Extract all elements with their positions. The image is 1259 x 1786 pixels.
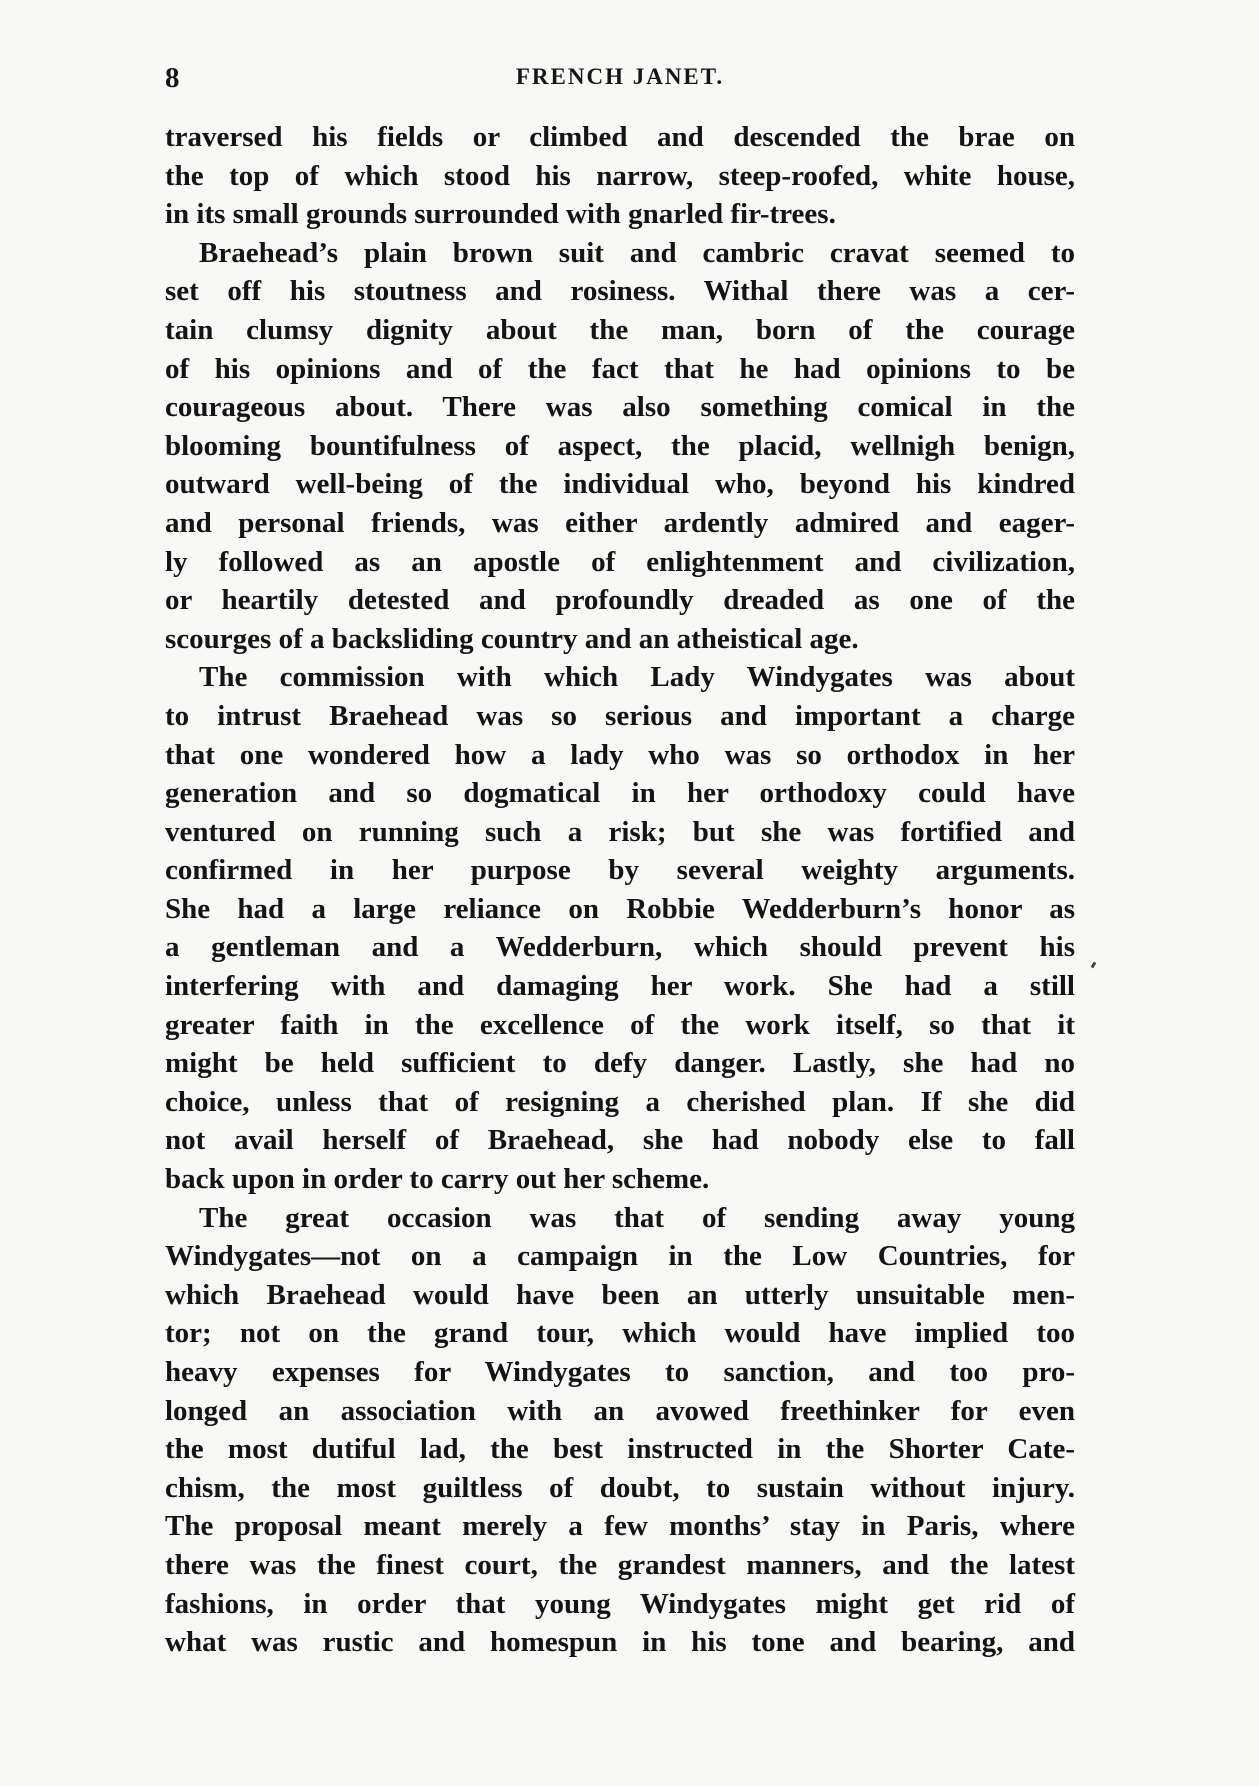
text-line: blooming bountifulness of aspect, the placid, wellnigh benign, <box>165 429 1075 462</box>
text-line: there was the finest court, the grandest manners, and the latest <box>165 1548 1075 1581</box>
text-line: chism, the most guiltless of doubt, to sustain without injury. <box>165 1471 1075 1504</box>
text-line: or heartily detested and profoundly dreaded as one of the <box>165 584 1075 617</box>
text-line: confirmed in her purpose by several weighty arguments. <box>165 854 1075 887</box>
text-line: scourges of a backsliding country and an atheistical age. <box>165 622 859 655</box>
text-line: The proposal meant merely a few months’ stay in Paris, where <box>165 1510 1075 1543</box>
text-line: tor; not on the grand tour, which would have implied too <box>165 1317 1075 1350</box>
text-line: not avail herself of Braehead, she had nobody else to fall <box>165 1124 1075 1157</box>
text-line: Windygates—not on a campaign in the Low Countries, for <box>165 1240 1075 1273</box>
text-line: and personal friends, was either ardently admired and eager- <box>165 506 1075 539</box>
text-line: longed an association with an avowed freethinker for even <box>165 1394 1075 1427</box>
text-line: the most dutiful lad, the best instructed in the Shorter Cate- <box>165 1433 1075 1466</box>
text-line: outward well-being of the individual who, beyond his kindred <box>165 468 1075 501</box>
text-line: greater faith in the excellence of the work itself, so that it <box>165 1008 1075 1041</box>
text-line: to intrust Braehead was so serious and important a charge <box>165 699 1075 732</box>
paragraph-1 <box>165 118 1075 234</box>
text-line: in its small grounds surrounded with gnarled fir-trees. <box>165 198 836 231</box>
text-line: The great occasion was that of sending away young <box>199 1201 1075 1234</box>
text-line: ly followed as an apostle of enlightenment and civilization, <box>165 545 1075 578</box>
text-line: that one wondered how a lady who was so orthodox in her <box>165 738 1075 771</box>
text-line: choice, unless that of resigning a cherished plan. If she did <box>165 1085 1075 1118</box>
paragraph-3 <box>165 658 1075 1198</box>
text-line: generation and so dogmatical in her orthodoxy could have <box>165 777 1075 810</box>
paragraph-2 <box>165 234 1075 659</box>
text-line: back upon in order to carry out her scheme. <box>165 1163 710 1196</box>
text-line: heavy expenses for Windygates to sanction, and too pro- <box>165 1356 1075 1388</box>
text-line: what was rustic and homespun in his tone and bearing, and <box>165 1626 1075 1659</box>
text-line: She had a large reliance on Robbie Wedderburn’s honor as <box>165 892 1075 925</box>
text-line: of his opinions and of the fact that he had opinions to be <box>165 352 1075 385</box>
print-speck <box>1091 962 1097 969</box>
running-head: FRENCH JANET. <box>515 64 725 89</box>
paragraph-4 <box>165 1199 1075 1662</box>
text-line: Braehead’s plain brown suit and cambric cravat seemed to <box>199 236 1075 269</box>
text-line: traversed his fields or climbed and descended the brae on <box>165 121 1075 153</box>
text-line: courageous about. There was also something comical in the <box>165 391 1075 424</box>
text-line: interfering with and damaging her work. She had a still <box>165 970 1075 1003</box>
text-line: the top of which stood his narrow, steep-roofed, white house, <box>165 159 1075 192</box>
text-line: might be held sufficient to defy danger. Lastly, she had no <box>165 1047 1075 1080</box>
text-line: set off his stoutness and rosiness. Withal there was a cer- <box>165 275 1075 308</box>
text-line: which Braehead would have been an utterly unsuitable men- <box>165 1278 1075 1311</box>
text-line: tain clumsy dignity about the man, born of the courage <box>165 313 1075 346</box>
page-header <box>165 62 1075 102</box>
body-text <box>165 118 1075 1662</box>
text-line: a gentleman and a Wedderburn, which should prevent his <box>165 931 1075 964</box>
text-line: fashions, in order that young Windygates might get rid of <box>165 1587 1075 1620</box>
page-number: 8 <box>165 62 180 94</box>
text-line: ventured on running such a risk; but she was fortified and <box>165 815 1075 848</box>
text-line: The commission with which Lady Windygates was about <box>199 661 1075 694</box>
